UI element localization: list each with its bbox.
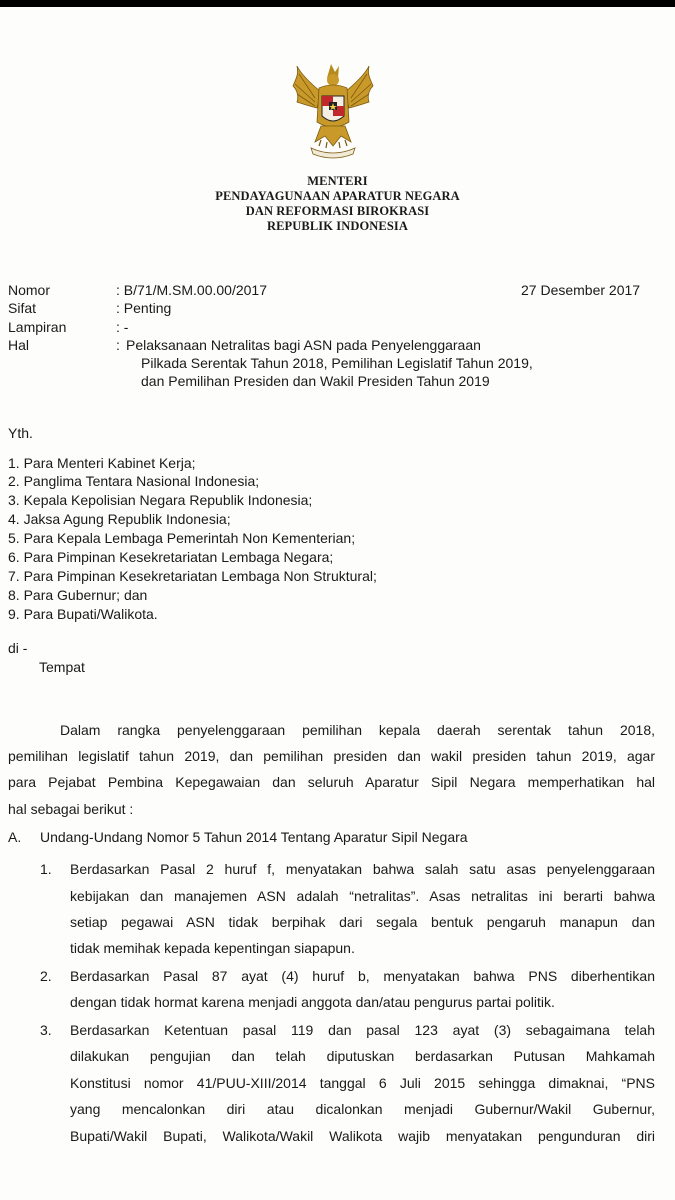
recipient-item: 7. Para Pimpinan Kesekretariatan Lembaga Non Struktural; [8, 568, 377, 584]
sifat-label: Sifat [8, 300, 37, 316]
header-ministry-line2: DAN REFORMASI BIROKRASI [245, 204, 430, 218]
hal-colon: : [116, 337, 120, 353]
header-ministry-line1: PENDAYAGUNAAN APARATUR NEGARA [215, 189, 460, 203]
point2-line: dengan tidak hormat karena menjadi anggota dan/atau pengurus partai politik. [70, 994, 555, 1010]
point3-line: Bupati/Wakil Bupati, Walikota/Wakil Walikota wajib menyatakan pengunduran diri [70, 1128, 655, 1144]
intro-line3: para Pejabat Pembina Kepegawaian dan seluruh Aparatur Sipil Negara memperhatikan hal [8, 774, 655, 790]
recipient-item: 8. Para Gubernur; dan [8, 587, 148, 603]
section-a-marker: A. [8, 829, 22, 845]
point3-line: Konstitusi nomor 41/PUU-XIII/2014 tanggal 6 Juli 2015 sehingga dimaknai, “PNS [70, 1075, 655, 1091]
hal-subject-line3: dan Pemilihan Presiden dan Wakil Presiden Tahun 2019 [141, 373, 490, 389]
nomor-label: Nomor [8, 282, 51, 298]
point1-line: tidak memihak kepada kepentingan siapapun. [70, 940, 355, 956]
intro-line4: hal sebagai berikut : [8, 801, 134, 817]
header-minister: MENTERI [307, 174, 368, 188]
recipient-item: 4. Jaksa Agung Republik Indonesia; [8, 511, 231, 527]
point1-line: Berdasarkan Pasal 2 huruf f, menyatakan bahwa salah satu asas penyelenggaraan [70, 861, 655, 877]
section-a-title: Undang-Undang Nomor 5 Tahun 2014 Tentang Aparatur Sipil Negara [40, 829, 468, 845]
recipient-item: 6. Para Pimpinan Kesekretariatan Lembaga Negara; [8, 549, 334, 565]
lampiran-label: Lampiran [8, 319, 67, 335]
intro-line2: pemilihan legislatif tahun 2019, dan pemilihan presiden dan wakil presiden tahun 2019, agar [8, 748, 655, 764]
top-edge-bar [0, 0, 675, 7]
di-label: di - [8, 640, 28, 656]
point-number: 3. [40, 1022, 52, 1038]
lampiran-value: : - [116, 319, 129, 335]
point3-line: yang mencalonkan diri atau dicalonkan menjadi Gubernur/Wakil Gubernur, [70, 1101, 655, 1117]
point-number: 2. [40, 968, 52, 984]
letter-date: 27 Desember 2017 [521, 282, 641, 298]
header-country: REPUBLIK INDONESIA [266, 219, 409, 233]
yth-salutation: Yth. [8, 425, 33, 441]
recipient-item: 9. Para Bupati/Walikota. [8, 606, 158, 622]
recipient-item: 1. Para Menteri Kabinet Kerja; [8, 455, 196, 471]
recipient-item: 2. Panglima Tentara Nasional Indonesia; [8, 473, 260, 489]
sifat-value: : Penting [116, 300, 172, 316]
recipient-item: 3. Kepala Kepolisian Negara Republik Indonesia; [8, 492, 313, 508]
hal-label: Hal [8, 337, 30, 353]
hal-subject-line2: Pilkada Serentak Tahun 2018, Pemilihan Legislatif Tahun 2019, [141, 355, 533, 371]
point-number: 1. [40, 861, 52, 877]
point1-line: setiap pegawai ASN tidak berpihak dari segala bentuk pengaruh manapun dan [70, 914, 655, 930]
hal-subject-line1: Pelaksanaan Netralitas bagi ASN pada Penyelenggaraan [126, 337, 481, 353]
point1-line: kebijakan dan manajemen ASN adalah “netralitas”. Asas netralitas ini berarti bahwa [70, 888, 655, 904]
tempat-label: Tempat [39, 659, 85, 675]
point3-line: Berdasarkan Ketentuan pasal 119 dan pasal 123 ayat (3) sebagaimana telah [70, 1022, 655, 1038]
point3-line: dilakukan pengujian dan telah diputuskan berdasarkan Putusan Mahkamah [70, 1048, 655, 1064]
recipient-item: 5. Para Kepala Lembaga Pemerintah Non Kementerian; [8, 530, 356, 546]
garuda-emblem-icon [291, 60, 375, 164]
point2-line: Berdasarkan Pasal 87 ayat (4) huruf b, menyatakan bahwa PNS diberhentikan [70, 968, 655, 984]
intro-line1: Dalam rangka penyelenggaraan pemilihan kepala daerah serentak tahun 2018, [60, 722, 655, 738]
nomor-value: : B/71/M.SM.00.00/2017 [116, 282, 267, 298]
